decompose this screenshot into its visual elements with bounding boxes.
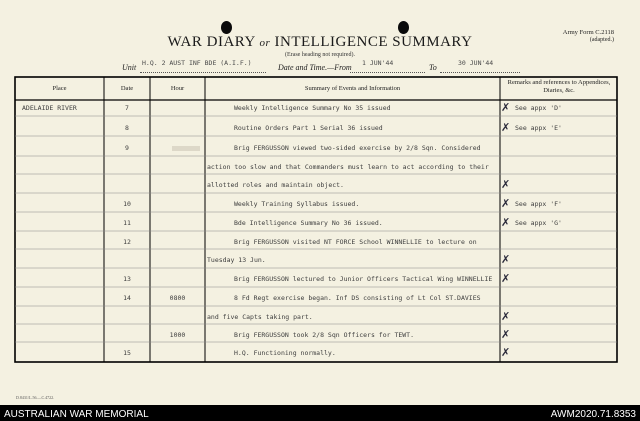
print-code: D.8431/L.56.—C.4722.	[16, 395, 55, 400]
tick-mark-icon: ✗	[501, 216, 511, 229]
row-remark: See appx 'D'	[515, 104, 562, 112]
tick-mark-icon: ✗	[501, 121, 511, 134]
row-hour: 1000	[169, 331, 186, 339]
row-remark: See appx 'E'	[515, 124, 562, 132]
row-summary: Brig FERGUSSON viewed two-sided exercise by 2/8 Sqn. Considered	[234, 144, 481, 152]
tick-mark-icon: ✗	[501, 253, 511, 266]
row-summary: Routine Orders Part 1 Serial 36 issued	[234, 124, 383, 132]
redaction-mark	[172, 146, 200, 151]
col-header-date: Date	[120, 85, 134, 92]
title-war-diary: WAR DIARY	[167, 34, 256, 50]
date-from-value: 1 JUN'44	[362, 59, 394, 67]
tick-mark-icon: ✗	[501, 178, 511, 191]
row-summary: action too slow and that Commanders must learn to act according to their	[207, 163, 489, 171]
col-header-remarks: Remarks and references to Appendices, Diaries, &c.	[507, 79, 611, 94]
unit-label: Unit	[122, 63, 137, 72]
date-label: Date and Time.—From	[278, 63, 352, 72]
row-summary: Tuesday 13 Jun.	[207, 256, 266, 264]
form-number: Army Form C.2118	[562, 29, 614, 36]
row-date: 8	[125, 124, 129, 132]
row-date: 13	[123, 275, 131, 283]
row-date: 11	[123, 219, 131, 227]
row-date: 9	[125, 144, 129, 152]
row-date: 10	[123, 200, 131, 208]
row-date: 15	[123, 349, 131, 357]
row-summary: Bde Intelligence Summary No 36 issued.	[234, 219, 383, 227]
row-summary: Brig FERGUSSON took 2/8 Sqn Officers for TEWT.	[234, 331, 415, 339]
tick-mark-icon: ✗	[501, 328, 511, 341]
row-summary: Brig FERGUSSON visited NT FORCE School WINNELLIE to lecture on	[234, 238, 477, 246]
row-place: ADELAIDE RIVER	[22, 104, 77, 112]
form-adapted: (adapted.)	[589, 37, 614, 43]
date-to-value: 30 JUN'44	[458, 59, 494, 67]
tick-mark-icon: ✗	[501, 310, 511, 323]
tick-mark-icon: ✗	[501, 197, 511, 210]
tick-mark-icon: ✗	[501, 101, 511, 114]
footer-accession-number: AWM2020.71.8353	[550, 409, 636, 420]
tick-mark-icon: ✗	[501, 346, 511, 359]
row-summary: Weekly Intelligence Summary No 35 issued	[234, 104, 391, 112]
row-date: 14	[123, 294, 131, 302]
tick-mark-icon: ✗	[501, 272, 511, 285]
row-summary: allotted roles and maintain object.	[207, 181, 344, 189]
row-summary: 8 Fd Regt exercise began. Inf DS consisting of Lt Col ST.DAVIES	[234, 294, 481, 302]
row-summary: Brig FERGUSSON lectured to Junior Officers Tactical Wing WINNELLIE	[234, 275, 493, 283]
row-remark: See appx 'G'	[515, 219, 562, 227]
unit-value: H.Q. 2 AUST INF BDE (A.I.F.)	[142, 59, 252, 67]
footer-institution: AUSTRALIAN WAR MEMORIAL	[4, 409, 149, 420]
to-label: To	[429, 63, 437, 72]
erase-note: (Erase heading not required).	[285, 52, 355, 58]
col-header-hour: Hour	[170, 85, 185, 92]
col-header-place: Place	[52, 85, 67, 92]
row-date: 7	[125, 104, 129, 112]
row-summary: and five Capts taking part.	[207, 313, 313, 321]
title-or: or	[259, 37, 271, 49]
row-remark: See appx 'F'	[515, 200, 562, 208]
row-summary: H.Q. Functioning normally.	[234, 349, 336, 357]
row-hour: 0800	[169, 294, 186, 302]
col-header-summary: Summary of Events and Information	[304, 85, 401, 92]
row-summary: Weekly Training Syllabus issued.	[234, 200, 360, 208]
title-intelligence-summary: INTELLIGENCE SUMMARY	[274, 34, 473, 50]
row-date: 12	[123, 238, 131, 246]
